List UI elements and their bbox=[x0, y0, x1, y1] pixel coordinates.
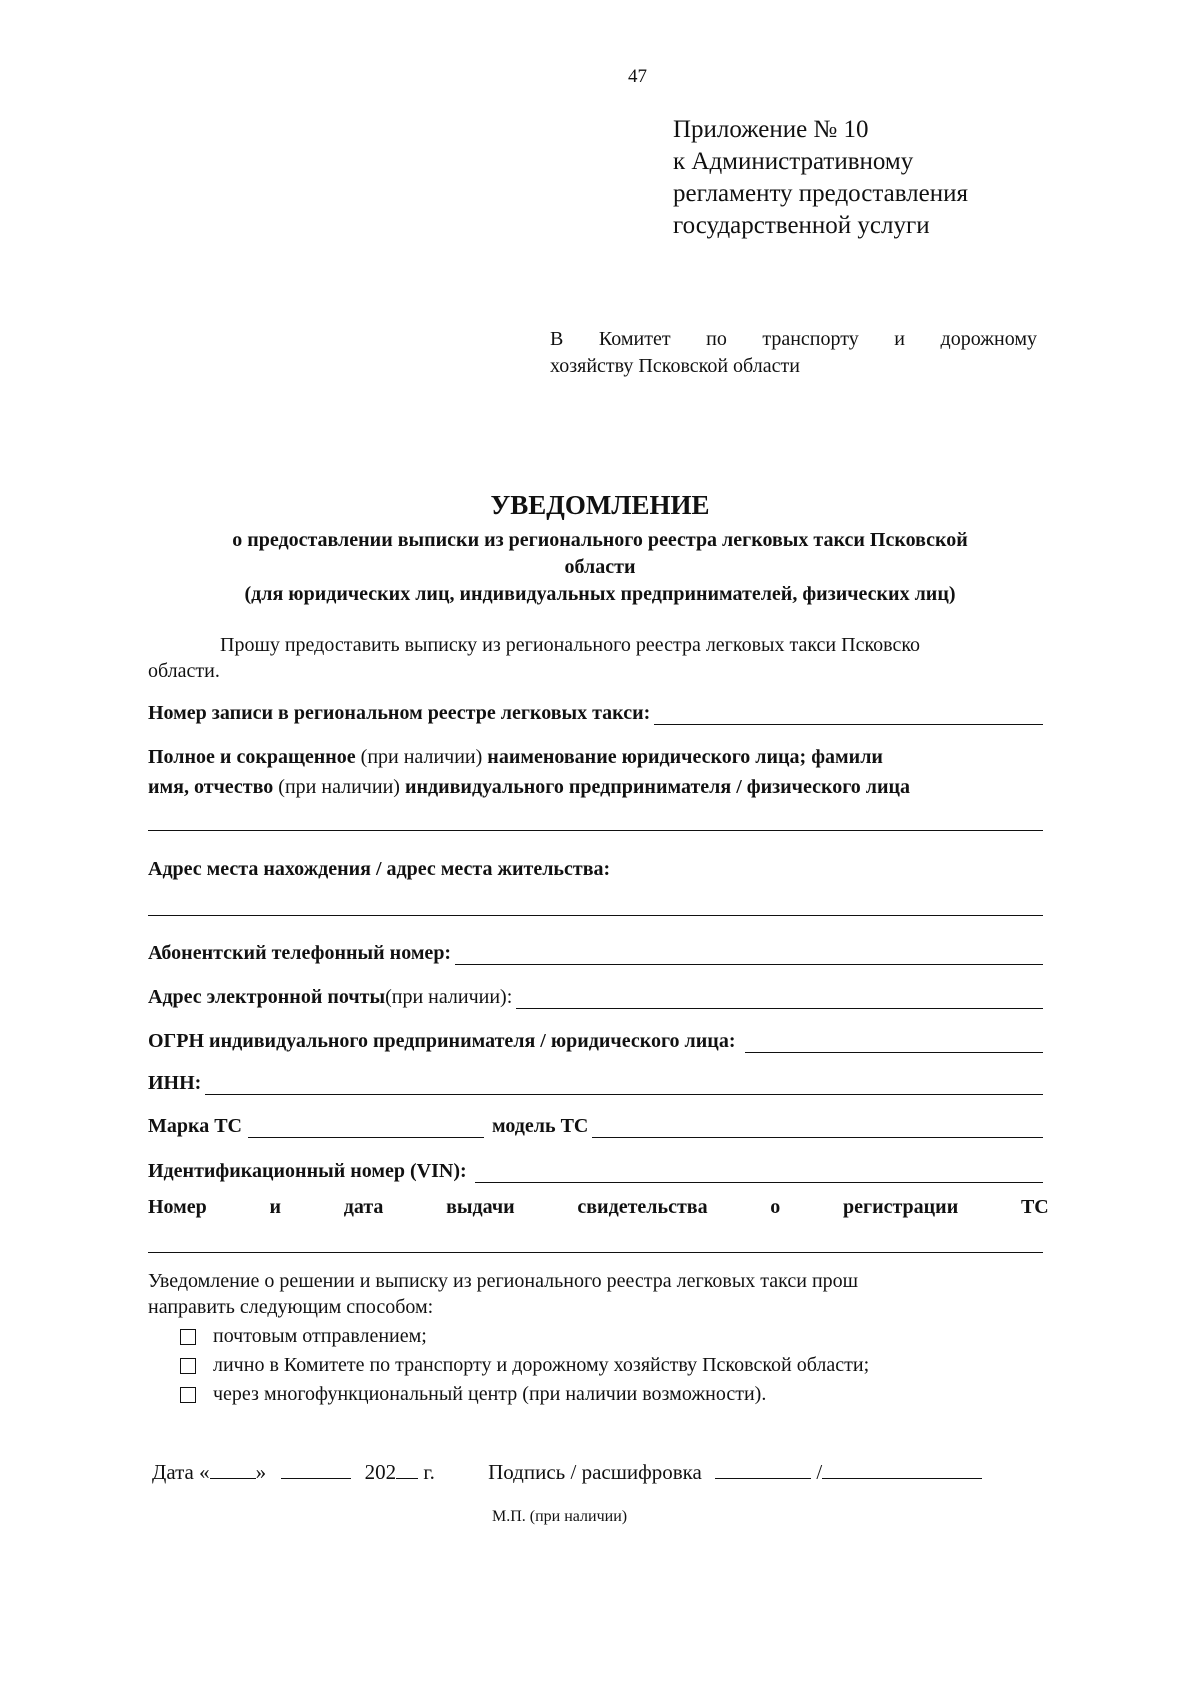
cert-word: выдачи bbox=[446, 1196, 515, 1218]
subtitle-line: о предоставлении выписки из регионального реестра легковых такси Псковской bbox=[232, 529, 968, 551]
month-blank[interactable] bbox=[281, 1460, 351, 1479]
delivery-options bbox=[180, 1322, 869, 1409]
appendix-line: государственной услуги bbox=[673, 212, 930, 239]
model-label: модель ТС bbox=[492, 1115, 589, 1137]
request-line: Прошу предоставить выписку из регионального реестра легковых такси Псковско bbox=[220, 634, 921, 656]
slash: / bbox=[816, 1460, 823, 1484]
day-blank[interactable] bbox=[210, 1460, 256, 1479]
addressee-line: В Комитет по транспорту и дорожному bbox=[550, 328, 1037, 350]
inn-field bbox=[148, 1072, 1043, 1095]
ogrn-blank[interactable] bbox=[745, 1032, 1043, 1053]
document-subtitle bbox=[150, 527, 1050, 608]
cert-word: о bbox=[770, 1196, 781, 1218]
stamp-note: М.П. (при наличии) bbox=[492, 1508, 628, 1525]
appendix-header bbox=[673, 114, 968, 242]
year-blank[interactable] bbox=[396, 1460, 418, 1479]
fullname-bold: имя, отчество bbox=[148, 776, 274, 798]
request-paragraph bbox=[148, 632, 1048, 684]
inn-blank[interactable] bbox=[205, 1074, 1043, 1095]
option-label: почтовым отправлением; bbox=[213, 1325, 427, 1347]
brand-label: Марка ТС bbox=[148, 1115, 243, 1137]
vin-blank[interactable] bbox=[475, 1162, 1043, 1183]
email-note: (при наличии): bbox=[385, 986, 513, 1008]
appendix-line: Приложение № 10 bbox=[673, 116, 869, 143]
addressee-line: хозяйству Псковской области bbox=[550, 355, 800, 377]
subtitle-line: (для юридических лиц, индивидуальных предпринимателей, физических лиц) bbox=[244, 583, 956, 605]
fullname-bold: наименование юридического лица; фамили bbox=[487, 746, 883, 768]
email-field bbox=[148, 986, 1043, 1009]
cert-word: Номер bbox=[148, 1196, 207, 1218]
inn-label: ИНН: bbox=[148, 1072, 202, 1094]
certificate-blank[interactable] bbox=[148, 1252, 1043, 1253]
checkbox[interactable] bbox=[180, 1358, 196, 1374]
option-label: лично в Комитете по транспорту и дорожному хозяйству Псковской области; bbox=[213, 1354, 870, 1376]
fullname-blank[interactable] bbox=[148, 830, 1043, 831]
notice-line: направить следующим способом: bbox=[148, 1296, 434, 1318]
option-mfc[interactable] bbox=[180, 1380, 869, 1409]
request-line: области. bbox=[148, 660, 220, 682]
cert-word: дата bbox=[343, 1196, 384, 1218]
cert-word: ТС bbox=[1020, 1196, 1049, 1218]
fullname-normal: (при наличии) bbox=[355, 746, 488, 768]
date-close: » bbox=[255, 1460, 267, 1484]
vehicle-field bbox=[148, 1115, 1043, 1138]
cert-word: и bbox=[269, 1196, 282, 1218]
subtitle-line: области bbox=[564, 556, 636, 578]
brand-blank[interactable] bbox=[248, 1117, 484, 1138]
vin-label: Идентификационный номер (VIN): bbox=[148, 1160, 467, 1182]
ogrn-label: ОГРН индивидуального предпринимателя / юридического лица: bbox=[148, 1030, 736, 1052]
checkbox[interactable] bbox=[180, 1387, 196, 1403]
record-number-blank[interactable] bbox=[654, 704, 1043, 725]
record-number-field bbox=[148, 702, 1043, 725]
fullname-normal: (при наличии) bbox=[273, 776, 405, 798]
checkbox[interactable] bbox=[180, 1329, 196, 1345]
option-label: через многофункциональный центр (при наличии возможности). bbox=[213, 1383, 767, 1405]
vin-field bbox=[148, 1160, 1043, 1183]
address-label: Адрес места нахождения / адрес места жительства: bbox=[148, 858, 611, 880]
appendix-line: к Административному bbox=[673, 148, 914, 175]
page-number: 47 bbox=[628, 66, 647, 87]
certificate-label bbox=[148, 1196, 1049, 1219]
email-label: Адрес электронной почты bbox=[148, 986, 386, 1008]
email-blank[interactable] bbox=[516, 988, 1043, 1009]
year-label: 202 bbox=[364, 1460, 397, 1484]
fullname-bold: Полное и сокращенное bbox=[148, 746, 356, 768]
name-blank[interactable] bbox=[822, 1460, 982, 1479]
phone-label: Абонентский телефонный номер: bbox=[148, 942, 452, 964]
signature-row bbox=[152, 1460, 1042, 1485]
notice-paragraph bbox=[148, 1268, 1043, 1320]
notice-line: Уведомление о решении и выписку из регионального реестра легковых такси прош bbox=[148, 1270, 859, 1292]
option-in-person[interactable] bbox=[180, 1351, 869, 1380]
record-number-label: Номер записи в региональном реестре легковых такси: bbox=[148, 702, 651, 724]
date-label: Дата « bbox=[152, 1460, 210, 1484]
cert-word: регистрации bbox=[842, 1196, 959, 1218]
fullname-bold: индивидуального предпринимателя / физического лица bbox=[404, 776, 911, 798]
cert-word: свидетельства bbox=[577, 1196, 708, 1218]
appendix-line: регламенту предоставления bbox=[673, 180, 969, 207]
model-blank[interactable] bbox=[592, 1117, 1043, 1138]
fullname-label bbox=[148, 742, 1043, 802]
phone-blank[interactable] bbox=[455, 944, 1043, 965]
address-blank[interactable] bbox=[148, 915, 1043, 916]
phone-field bbox=[148, 942, 1043, 965]
signature-blank[interactable] bbox=[715, 1460, 811, 1479]
addressee bbox=[550, 326, 1037, 380]
option-postal[interactable] bbox=[180, 1322, 869, 1351]
document-title: УВЕДОМЛЕНИЕ bbox=[490, 490, 710, 520]
address-field bbox=[148, 858, 610, 881]
sign-label: Подпись / расшифровка bbox=[488, 1460, 702, 1484]
ogrn-field bbox=[148, 1030, 1043, 1053]
year-suffix: г. bbox=[418, 1460, 435, 1484]
